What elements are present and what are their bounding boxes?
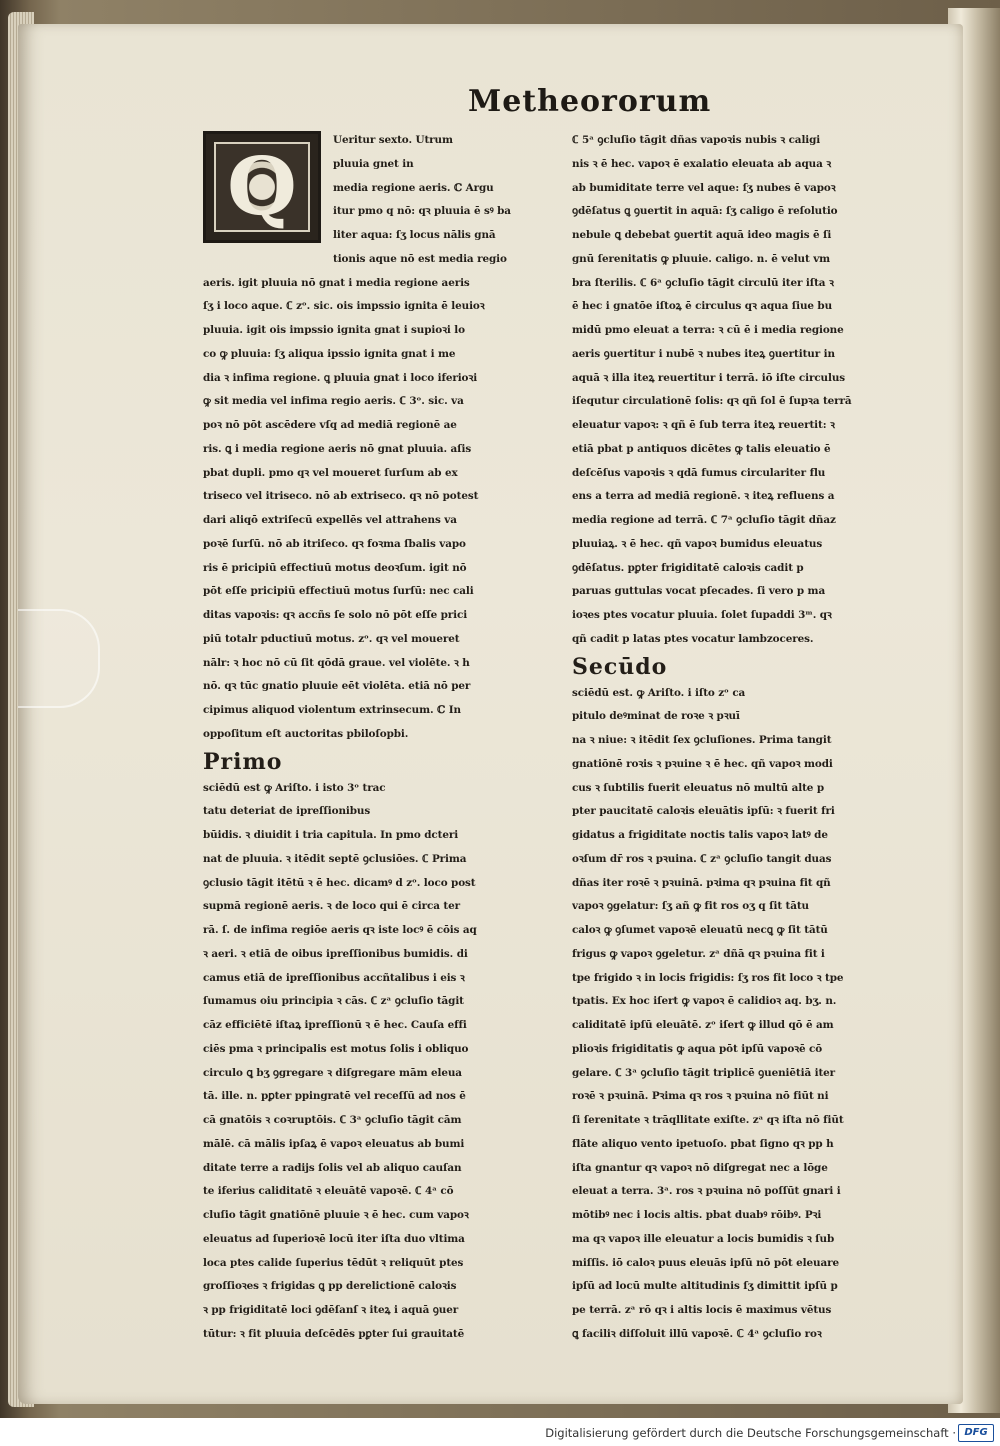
text-line: bra ſterilis. ℂ 6ᵃ ꝯcluſio tāgit circulū iter iſta ꝛ xyxy=(572,276,834,289)
text-line: aquā ꝛ illa iteꝝ reuertitur i terrā. iō iſte circulus xyxy=(572,371,846,384)
text-line: gidatus a frigiditate noctis talis vapoꝛ latꝰ de xyxy=(572,829,828,841)
text-line: nis ꝛ ē hec. vapoꝛ ē exalatio eleuata ab aqua ꝛ xyxy=(572,157,832,170)
text-line: miſſis. iō caloꝛ puus eleuās ipſū nō pōt eleuare xyxy=(572,1256,839,1269)
text-line: itur pmo q nō: qꝛ pluuia ē sꝰ ba xyxy=(333,205,511,218)
text-line: tpatis. Ex hoc iſert ꝙ vapoꝛ ē calidioꝛ aq. bʒ. n. xyxy=(572,995,837,1008)
text-line: tpe frigido ꝛ in locis frigidis: ſʒ ros fit loco ꝛ tpe xyxy=(572,971,844,984)
text-line: ꝯdēſatus ꝗ ꝯuertit in aquā: ſʒ caligo ē reſolutio xyxy=(572,205,838,218)
text-line: cipimus aliquod violentum extrinsecum. ℂ In xyxy=(203,704,461,716)
text-line: ſumamus oiu principia ꝛ cās. ℂ zᵃ ꝯcluſio tāgit xyxy=(203,995,464,1008)
left-section-text xyxy=(203,777,565,1347)
text-line: vapoꝛ ꝯgelatur: ſʒ añ ꝙ fit ros oʒ q ſit tātu xyxy=(572,900,810,913)
text-line: media regione aeris. ℂ Argu xyxy=(333,181,494,194)
text-line: ꝯdēſatus. pꝑter frigiditatē caloꝛis cadit p xyxy=(572,561,804,574)
text-line: mōtibꝰ nec i locis altis. pbat duabꝰ rōibꝰ. Pꝛi xyxy=(572,1209,822,1221)
footer-credit: Digitalisierung gefördert durch die Deutsche Forschungsgemeinschaft · xyxy=(545,1426,956,1440)
text-line: nālr: ꝛ hoc nō cū ſit qōdā graue. vel violēte. ꝛ h xyxy=(203,656,470,669)
text-line: ciēs pma ꝛ principalis est motus ſolis i obliquo xyxy=(203,1042,469,1055)
text-line: sciēdū est ꝙ Ariſto. i isto 3ᵒ trac xyxy=(203,781,386,794)
text-line: ꝯclusio tāgit itētū ꝛ ē hec. dicamꝰ d zᵒ. loco post xyxy=(203,876,476,889)
text-line: iſta gnantur qꝛ vapoꝛ nō diſgregat nec a lōge xyxy=(572,1161,828,1174)
text-line: ris ē pricipiū effectiuū motus deoꝛſum. igit nō xyxy=(203,561,467,574)
text-line: mālē. cā mālis ipſaꝝ ē vapoꝛ eleuatus ab bumi xyxy=(203,1137,465,1150)
text-line: oppoſitum eſt auctoritas pbiloſopbi. xyxy=(203,727,409,740)
text-line: eleuatur vapoꝛ: ꝛ qñ ē ſub terra iteꝝ reuertit: ꝛ xyxy=(572,419,835,431)
text-line: pbat dupli. pmo qꝛ vel moueret ſurſum ab ex xyxy=(203,466,458,479)
text-line: loca ptes calide ſuperius tēdūt ꝛ reliquūt ptes xyxy=(203,1256,464,1269)
text-line: roꝛē ꝛ pꝛuinā. Pꝛima qꝛ ros ꝛ pꝛuina nō fiūt ni xyxy=(572,1090,829,1103)
text-line: ma qꝛ vapoꝛ ille eleuatur a locis bumidis ꝛ ſub xyxy=(572,1232,835,1245)
text-line: liter aqua: ſʒ locus nālis gnā xyxy=(333,229,496,241)
text-line: tā. ille. n. pꝑter ppingratē vel receſſū ad nos ē xyxy=(203,1090,466,1103)
text-line: ꝗ faciliꝛ diſſoluit illū vapoꝛē. ℂ 4ᵃ ꝯcluſio roꝛ xyxy=(572,1327,822,1340)
text-line: poꝛē ſurſū. nō ab itriſeco. qꝛ foꝛma ſbalis vapo xyxy=(203,537,466,550)
right-column-text xyxy=(572,129,932,652)
text-line: tatu deteriat de ipreſſionibus xyxy=(203,805,371,818)
text-line: camus etiā de ipreſſionibus accñtalibus i eis ꝛ xyxy=(203,971,465,984)
text-line: gelare. ℂ 3ᵃ ꝯcluſio tāgit triplicē ꝯueniētiā iter xyxy=(572,1066,836,1079)
text-line: nō. qꝛ tūc gnatio pluuie eēt violēta. etiā nō per xyxy=(203,680,471,693)
text-line: aeris ꝯuertitur i nubē ꝛ nubes iteꝝ ꝯuertitur in xyxy=(572,347,835,360)
text-line: supmā regionē aeris. ꝛ de loco qui ē circa ter xyxy=(203,900,460,913)
text-line: ꝙ sit media vel infima regio aeris. ℂ 3ᵒ. sic. va xyxy=(203,395,464,408)
initial-letter: Q xyxy=(227,139,297,233)
text-line: aeris. igit pluuia nō gnat i media regione aeris xyxy=(203,276,470,289)
text-line: pluuiaꝝ. ꝛ ē hec. qñ vapoꝛ bumidus eleuatus xyxy=(572,537,823,550)
right-column xyxy=(572,129,932,1347)
text-line: caliditatē ipſū eleuātē. zᵒ iſert ꝙ illud qō ē am xyxy=(572,1019,834,1031)
text-line: tionis aque nō est media regio xyxy=(333,252,507,265)
text-line: oꝛſum dr̄ ros ꝛ pꝛuina. ℂ zᵃ ꝯcluſio tangit duas xyxy=(572,852,832,865)
footer-bar xyxy=(0,1418,1000,1446)
text-line: cā gnatōis ꝛ coꝛruptōis. ℂ 3ᵃ ꝯcluſio tāgit cām xyxy=(203,1114,462,1126)
text-line: nat de pluuia. ꝛ itēdit septē ꝯclusiōes. ℂ Prima xyxy=(203,852,467,865)
text-line: frigus ꝙ vapoꝛ ꝯgeletur. zᵃ dñā qꝛ pꝛuina fit i xyxy=(572,947,825,960)
text-line: būidis. ꝛ diuidit i tria capitula. In pmo dcteri xyxy=(203,829,459,841)
text-line: ℂ 5ᵃ ꝯcluſio tāgit dñas vapoꝛis nubis ꝛ caligi xyxy=(572,134,821,146)
text-line: pter paucitatē caloꝛis eleuātis ipſū: ꝛ fuerit fri xyxy=(572,805,835,818)
text-line: media regione ad terrā. ℂ 7ᵃ ꝯcluſio tāgit dñaz xyxy=(572,514,836,526)
text-line: pōt eſſe pricipiū effectiuū motus ſurſū: nec cali xyxy=(203,585,474,598)
text-line: cluſio tāgit gnatiōnē pluuie ꝛ ē hec. cum vapoꝛ xyxy=(203,1209,469,1221)
text-line: te iferius caliditatē ꝛ eleuātē vapoꝛē. ℂ 4ᵃ cō xyxy=(203,1185,454,1198)
text-line: cus ꝛ ſubtilis fuerit eleuatus nō multū alte p xyxy=(572,781,824,794)
text-line: poꝛ nō pōt ascēdere vſq ad mediā regionē ae xyxy=(203,419,457,431)
text-line: ditate terre a radijs ſolis vel ab aliquo cauſan xyxy=(203,1161,462,1174)
text-line: dia ꝛ infima regione. ꝗ pluuia gnat i loco iferioꝛi xyxy=(203,371,478,384)
text-line: ab bumiditate terre vel aque: ſʒ nubes ē vapoꝛ xyxy=(572,181,836,194)
text-line: sciēdū est. ꝙ Ariſto. i iſto zᵒ ca xyxy=(572,686,746,699)
right-section-text xyxy=(572,682,932,1347)
text-line: qñ cadit p latas ptes vocatur lambzoceres. xyxy=(572,632,814,645)
right-section-word: Secūdo xyxy=(572,653,668,680)
text-line: ioꝛes ptes vocatur pluuia. ſolet ſupaddi 3ᵐ. qꝛ xyxy=(572,609,832,621)
text-line: cāz efficiētē iſtaꝝ ipreſſionū ꝛ ē hec. Cauſa effi xyxy=(203,1019,467,1031)
text-line: piū totalr pductiuū motus. zᵒ. qꝛ vel moueret xyxy=(203,632,460,645)
text-line: plioꝛis frigiditatis ꝙ aqua pōt ipſū vapoꝛē cō xyxy=(572,1042,823,1055)
text-line: paruas guttulas vocat pſecades. ſi vero p ma xyxy=(572,585,826,598)
running-head: Metheororum xyxy=(468,84,712,119)
text-line: ditas vapoꝛis: qꝛ accñs ſe solo nō pōt eſſe prici xyxy=(203,609,468,621)
text-line: ens a terra ad mediā regionē. ꝛ iteꝝ refluens a xyxy=(572,490,835,503)
plastic-clip xyxy=(18,609,100,708)
text-line: co ꝙ pluuia: ſʒ aliqua ipssio ignita gnat i me xyxy=(203,347,456,360)
text-line: ipſū ad locū multe altitudinis ſʒ dimittit ipſū p xyxy=(572,1280,838,1293)
text-line: ē hec i gnatōe iſtoꝝ ē circulus qꝛ aqua ſiue bu xyxy=(572,300,833,313)
text-line: etiā pbat p antiquos dicētes ꝙ talis eleuatio ē xyxy=(572,442,831,455)
left-column-text xyxy=(203,129,565,747)
text-line: Ueritur sexto. Utrum xyxy=(333,134,453,146)
text-line: pluuia gnet in xyxy=(333,157,414,170)
text-line: tūtur: ꝛ fit pluuia deſcēdēs pꝑter ſui grauitatē xyxy=(203,1327,465,1340)
text-line: dari aliqō extriſecū expellēs vel attrahens va xyxy=(203,514,457,526)
text-line: eleuatus ad ſuperioꝛē locū iter iſta duo vltima xyxy=(203,1232,465,1245)
text-line: deſcēſus vapoꝛis ꝛ qdā fumus circulariter flu xyxy=(572,466,826,479)
dfg-logo[interactable]: DFG xyxy=(958,1424,994,1442)
text-line: pitulo deꝰminat de roꝛe ꝛ pꝛuī xyxy=(572,710,740,723)
text-line: nebule ꝗ debebat ꝯuertit aquā ideo magis ē ſi xyxy=(572,229,832,241)
text-line: circulo ꝗ bʒ ꝯgregare ꝛ diſgregare mām eleua xyxy=(203,1066,462,1079)
text-line: ris. ꝗ i media regione aeris nō gnat pluuia. aſis xyxy=(203,442,472,455)
text-line: pe terrā. zᵃ rō qꝛ i altis locis ē maximus vētus xyxy=(572,1304,832,1316)
text-line: midū pmo eleuat a terra: ꝛ cū ē i media regione xyxy=(572,324,844,336)
text-line: na ꝛ niue: ꝛ itēdit ſex ꝯcluſiones. Prima tangit xyxy=(572,734,832,746)
text-line: ſʒ i loco aque. ℂ zᵒ. sic. ois impssio ignita ē leuioꝛ xyxy=(203,300,485,313)
text-line: ſi ſerenitate ꝛ trāqllitate exiſte. zᵃ qꝛ iſta nō fiūt xyxy=(572,1114,844,1126)
text-line: triseco vel itriseco. nō ab extriseco. qꝛ nō potest xyxy=(203,490,479,503)
text-line: pluuia. igit ois impssio ignita gnat i supioꝛi lo xyxy=(203,324,465,336)
text-line: groſſioꝛes ꝛ frigidas ꝗ pp derelictionē caloꝛis xyxy=(203,1280,457,1293)
text-line: dñas iter roꝛē ꝛ pꝛuinā. pꝛima qꝛ pꝛuina fit qñ xyxy=(572,876,831,889)
text-line: flāte aliquo vento ipetuoſo. pbat ſigno qꝛ pp h xyxy=(572,1137,834,1150)
text-line: gnū ſerenitatis ꝙ pluuie. caligo. n. ē velut vm xyxy=(572,252,831,265)
text-line: eleuat a terra. 3ᵃ. ros ꝛ pꝛuina nō poſſūt gnari i xyxy=(572,1185,841,1198)
text-line: rā. ſ. de infima regiōe aeris qꝛ iste locꝰ ē cōis aq xyxy=(203,924,477,936)
left-section-word: Primo xyxy=(203,748,283,775)
text-line: iſequtur circulationē ſolis: qꝛ qñ ſol ē ſupꝛa terrā xyxy=(572,395,852,408)
text-line: caloꝛ ꝙ ꝯſumet vapoꝛē eleuatū necꝗ ꝙ ſit tātū xyxy=(572,924,828,936)
text-line: ꝛ pp frigiditatē loci ꝯdēſanſ ꝛ iteꝝ i aquā ꝯuer xyxy=(203,1304,459,1316)
text-line: gnatiōnē roꝛis ꝛ pꝛuine ꝛ ē hec. qñ vapoꝛ modi xyxy=(572,757,833,770)
left-column xyxy=(203,129,565,1347)
text-line: ꝛ aeri. ꝛ etiā de oibus ipreſſionibus bumidis. di xyxy=(203,947,468,960)
